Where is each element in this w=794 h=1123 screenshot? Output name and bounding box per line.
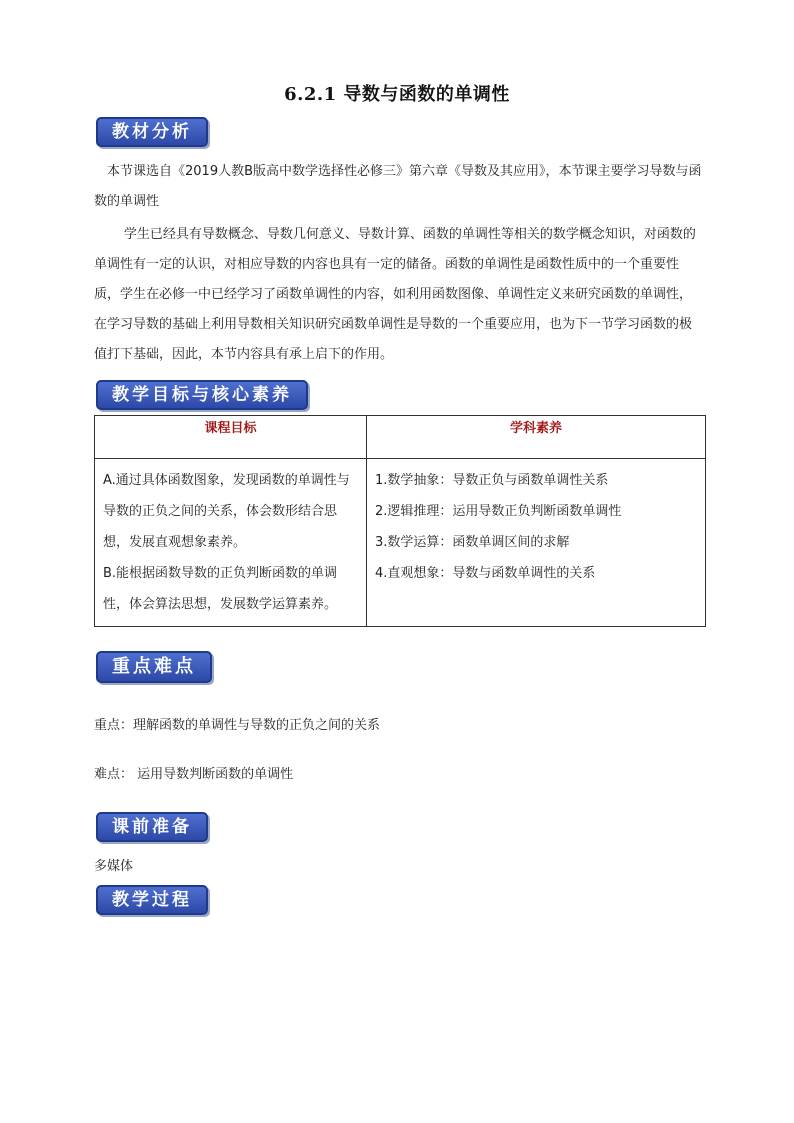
- goals-table: [94, 415, 706, 627]
- literacy-item: 1.数学抽象：导数正负与函数单调性关系: [375, 473, 609, 488]
- section-label-process: 教学过程: [96, 885, 208, 915]
- analysis-text: [94, 157, 704, 370]
- key-point-text: 重点：理解函数的单调性与导数的正负之间的关系: [94, 718, 381, 733]
- analysis-paragraph-1: 本节课选自《2019人教B版高中数学选择性必修三》第六章《导数及其应用》，本节课主要学习导数与函数的单调性: [94, 164, 702, 209]
- section-label-goals: 教学目标与核心素养: [96, 380, 308, 410]
- literacy-item: 2.逻辑推理：运用导数正负判断函数单调性: [375, 504, 622, 519]
- objectives-cell: [95, 459, 367, 627]
- prep-text: 多媒体: [94, 859, 134, 874]
- objective-a: A.通过具体函数图象，发现函数的单调性与导数的正负之间的关系，体会数形结合思想，发展直观想象素养。: [103, 473, 350, 550]
- literacy-item: 3.数学运算：函数单调区间的求解: [375, 535, 570, 550]
- difficulty-text: 难点： 运用导数判断函数的单调性: [94, 767, 294, 782]
- page-title: 6.2.1 导数与函数的单调性: [284, 84, 510, 105]
- section-label-analysis: 教材分析: [96, 117, 208, 147]
- goals-header-literacy: 学科素养: [367, 416, 706, 459]
- literacy-item: 4.直观想象：导数与函数单调性的关系: [375, 566, 596, 581]
- section-label-keypoints: 重点难点: [96, 651, 212, 683]
- objective-b: B.能根据函数导数的正负判断函数的单调性，体会算法思想，发展数学运算素养。: [103, 566, 338, 612]
- analysis-paragraph-2: 学生已经具有导数概念、导数几何意义、导数计算、函数的单调性等相关的数学概念知识，对函数的单调性有一定的认识，对相应导数的内容也具有一定的储备。函数的单调性是函数性质中的一个重要性质，学生在必修一中已经学习了函数单调性的内容，如利用函数图像、单调性定义来研究函数的单调性，在学习导数的基础上利用导数相关知识研究函数单调性是导数的一个重要应用，也为下一节学习函数的极值打下基础，因此，本节内容具有承上启下的作用。: [94, 227, 696, 362]
- goals-header-objectives: 课程目标: [95, 416, 367, 459]
- literacy-cell: [367, 459, 706, 627]
- section-label-prep: 课前准备: [96, 812, 208, 842]
